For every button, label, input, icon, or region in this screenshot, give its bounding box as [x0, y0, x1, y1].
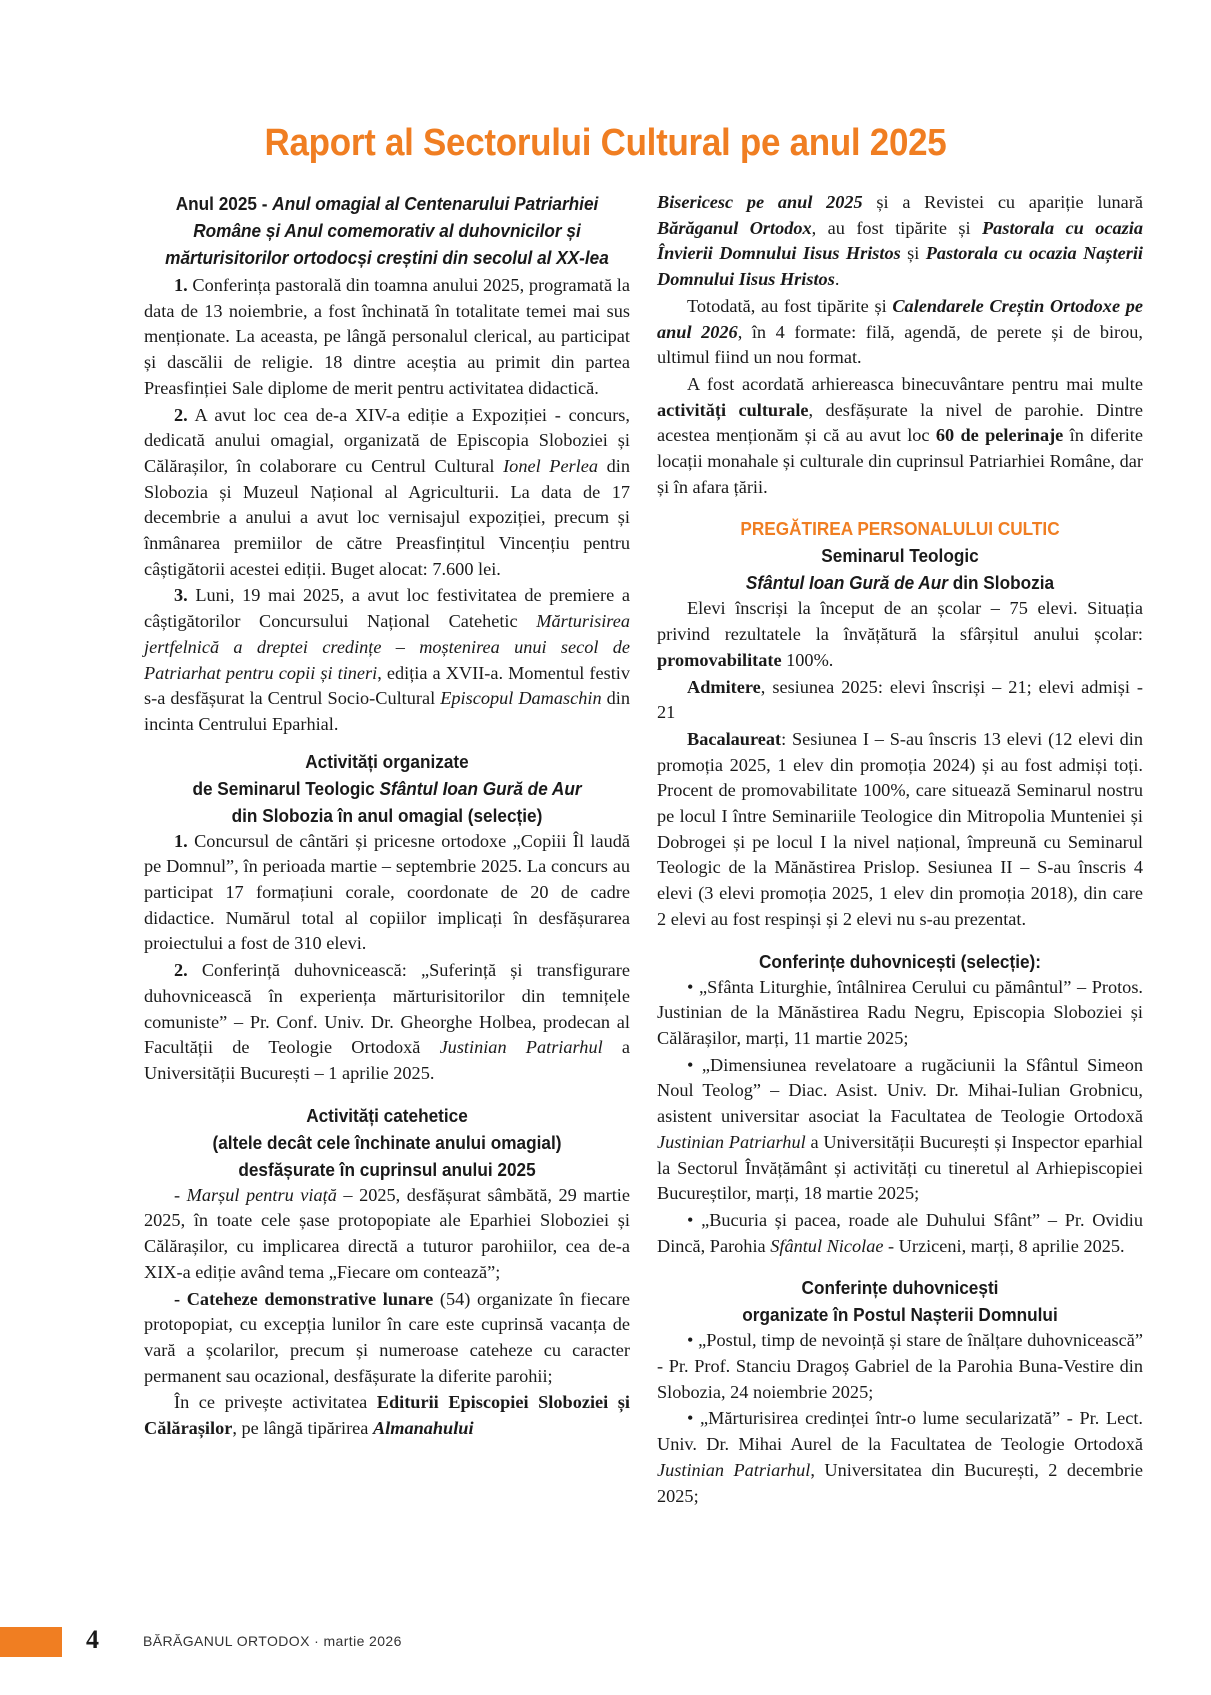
section-title-pregatirea: PREGĂTIREA PERSONALULUI CULTIC	[740, 518, 1060, 540]
paragraph-r6	[657, 727, 1143, 933]
paragraph-text: Totodată, au fost tipărite și	[687, 295, 893, 316]
item-number: 3.	[174, 585, 188, 606]
issue-date: martie 2026	[323, 1633, 402, 1649]
section-heading-conferinte: Conferințe duhovnicești (selecție):	[758, 950, 1042, 972]
paragraph-text: – 2025, desfășurat sâmbătă, 29 martie 2025, în toate cele șase protopopiate ale Eparhiei Sloboziei și Călărașilor, cu implicarea directă a tuturor parohiilor, cea de-a XIX-a ediție având tema „Fiecare om contează”;	[144, 1184, 630, 1282]
heading-text: din Slobozia	[947, 572, 1055, 594]
paragraph-text: -	[174, 1184, 187, 1205]
paragraph-r2	[657, 294, 1143, 371]
paragraph-bold-italic: Pastorala cu ocazia Învierii Domnului Iisus Hristos	[657, 217, 1143, 264]
paragraph-text: și a Revistei cu apariție lunară	[862, 192, 1144, 212]
paragraph-text: .	[834, 269, 840, 290]
list-item-conferinta-1: • „Sfânta Liturghie, întâlnirea Cerului cu pământul” – Protos. Justinian de la Mănăstirea Radu Negru, Episcopia Sloboziei și Călărașilor, marți, 11 martie 2025;	[657, 976, 1143, 1048]
publication-name: BĂRĂGANUL ORTODOX	[143, 1633, 310, 1649]
paragraph-text: • „Dimensiunea revelatoare a rugăciunii la Sfântul Simeon Noul Teolog” – Diac. Asist. Univ. Dr. Mihai-Iulian Grobnicu, asistent universitar asociat la Facultatea de Teologie Ortodoxă	[657, 1054, 1143, 1127]
paragraph-bold-italic: Bărăganul Ortodox	[657, 217, 812, 238]
heading-line: Activități organizate	[305, 750, 469, 772]
paragraph-text: În ce privește activitatea	[174, 1392, 377, 1413]
paragraph-r4	[657, 596, 1143, 673]
paragraph-text: A fost acordată arhiereasca binecuvântare pentru mai multe	[687, 373, 1143, 394]
item-number: 2.	[174, 404, 188, 425]
heading-italic: Anul omagial al Centenarului Patriarhiei Române și Anul comemorativ al duhovnicilor și mărturisitorilor ortodocși creștini din secolul al XX-lea	[165, 193, 609, 268]
paragraph-text: Concursul de cântări și pricesne ortodoxe „Copiii Îl laudă pe Domnul”, în perioada martie – septembrie 2025. La concurs au participat 17 formațiuni corale, coordonate de 20 de cadre didactice. Numărul total al copiilor implicați în desfășurarea proiectului a fost de 310 elevi.	[144, 830, 630, 954]
footer-accent-bar	[0, 1627, 62, 1657]
paragraph-bold: Bacalaureat	[687, 728, 782, 749]
paragraph-text: în diferite locații monahale și culturale din cuprinsul Patriarhiei Române, dar și în afara țării.	[657, 425, 1143, 497]
paragraph-text: : Sesiunea I – S-au înscris 13 elevi (12 elevi din promoția 2025, 1 elev din promoția 2024) și au fost admiși toți. Procent de promovabilitate 100%, care situează Seminarul nostru pe locul I între Seminariile Teologice din Mitropolia Munteniei și Dobrogei și pe locul I la nivel național, împreună cu Seminarul Teologic de la Mănăstirea Prislop. Sesiunea II – S-au înscris 4 elevi (3 elevi promoția 2025, 1 elev din promoția 2018), din care 2 elevi au fost respinși și 2 elevi nu s-au prezentat.	[657, 728, 1143, 929]
paragraph-8	[144, 1390, 630, 1441]
paragraph-text: • „Bucuria și pacea, roade ale Duhului Sfânt” – Pr. Ovidiu Dincă, Parohia	[657, 1209, 1143, 1256]
paragraph-bold: Editurii Episcopiei Sloboziei și Călărașilor	[144, 1392, 630, 1439]
paragraph-bold: Admitere	[687, 676, 761, 697]
heading-line: desfășurate în cuprinsul anului 2025	[238, 1158, 536, 1180]
paragraph-bold-italic: Pastorala cu ocazia Nașterii Domnului Iisus Hristos	[657, 243, 1144, 290]
paragraph-italic: Episcopul Damaschin	[440, 688, 602, 709]
page-number: 4	[86, 1625, 99, 1654]
paragraph-italic: Ionel Perlea	[503, 455, 599, 476]
heading-line: Seminarul Teologic	[821, 545, 979, 567]
paragraph-r1	[657, 190, 1143, 293]
item-number: 1.	[174, 275, 188, 295]
paragraph-bold: promovabilitate	[657, 649, 782, 670]
heading-line	[161, 775, 613, 802]
list-item-conferinta-2	[657, 1053, 1143, 1207]
paragraph-text: , în 4 formate: filă, agendă, de perete și de birou, ultimul fiind un nou format.	[657, 321, 1143, 368]
paragraph-text: a Universității București și Inspector eparhial la Sectorul Învățământ și activități cu tineretul al Arhiepiscopiei Bucureștilor, marți, 18 martie 2025;	[657, 1131, 1143, 1204]
paragraph-bold: - Cateheze demonstrative lunare	[174, 1288, 434, 1309]
heading-text: de Seminarul Teologic	[192, 777, 380, 799]
paragraph-text: - Urziceni, marți, 8 aprilie 2025.	[883, 1235, 1125, 1256]
paragraph-2	[144, 403, 630, 583]
footer-publication	[143, 1633, 402, 1649]
heading-line	[674, 569, 1126, 596]
footer-separator: ·	[309, 1633, 324, 1649]
section-heading-activitati-seminar	[161, 748, 613, 829]
paragraph-text: A avut loc cea de-a XIV-a ediție a Expoziției - concurs, dedicată anului omagial, organizată de Episcopia Sloboziei și Călărașilor, în colaborare cu Centrul Cultural	[144, 404, 630, 476]
item-number: 2.	[174, 960, 188, 981]
paragraph-text: • „Mărturisirea credinței într-o lume secularizată” - Pr. Lect. Univ. Dr. Mihai Aurel de la Facultatea de Teologie Ortodoxă	[657, 1408, 1143, 1455]
paragraph-text: și	[900, 243, 926, 264]
paragraph-7	[144, 1287, 630, 1390]
paragraph-bold-italic: Almanahului	[372, 1418, 474, 1439]
paragraph-italic: Mărturisirea jertfelnică a dreptei credințe – moștenirea unui secol de Patriarhat pentru copii și tineri	[144, 611, 630, 683]
heading-prefix: Anul 2025 -	[175, 193, 273, 214]
paragraph-text: Elevi înscriși la început de an școlar – 75 elevi. Situația privind rezultatele la învățătură la sfârșitul anului școlar:	[657, 598, 1143, 645]
paragraph-6	[144, 1183, 630, 1286]
paragraph-text: , au fost tipărite și	[811, 217, 983, 238]
right-column	[657, 190, 1143, 1510]
section-heading-conferinte-postul	[674, 1274, 1126, 1328]
paragraph-5	[144, 958, 630, 1087]
heading-line: din Slobozia în anul omagial (selecție)	[231, 804, 543, 826]
paragraph-text: a Universității București – 1 aprilie 2025.	[144, 1037, 630, 1083]
paragraph-italic: Marșul pentru viață	[186, 1184, 337, 1205]
paragraph-italic: Sfântul Nicolae	[770, 1235, 884, 1256]
paragraph-text: din incinta Centrului Eparhial.	[144, 688, 631, 734]
heading-line: (altele decât cele închinate anului omagial)	[212, 1131, 562, 1153]
left-column	[144, 190, 630, 1443]
list-item-conferinta-3	[657, 1208, 1143, 1259]
paragraph-text: Luni, 19 mai 2025, a avut loc festivitatea de premiere a câștigătorilor Concursului Național Catehetic	[144, 585, 630, 632]
item-number: 1.	[174, 830, 188, 851]
heading-line: Conferințe duhovnicești	[801, 1277, 999, 1299]
heading-line: Activități catehetice	[306, 1104, 468, 1126]
paragraph-text: , desfășurate la nivel de parohie. Dintre acestea menționăm și că au avut loc	[657, 399, 1143, 446]
list-item-conferinta-5	[657, 1406, 1143, 1509]
paragraph-text: 100%.	[781, 649, 834, 670]
paragraph-text: , pe lângă tipărirea	[232, 1418, 373, 1439]
heading-italic: Sfântul Ioan Gură de Aur	[745, 572, 948, 594]
paragraph-4	[144, 829, 630, 958]
page-title: Raport al Sectorului Cultural pe anul 2025	[264, 122, 947, 164]
paragraph-bold: 60 de pelerinaje	[935, 425, 1064, 446]
paragraph-bold: activități culturale	[657, 399, 809, 420]
paragraph-r3	[657, 372, 1143, 501]
list-item-conferinta-4: • „Postul, timp de nevoință și stare de înălțare duhovnicească” - Pr. Prof. Stanciu Dragoș Gabriel de la Parohia Buna-Vestire din Slobozia, 24 noiembrie 2025;	[657, 1330, 1143, 1402]
section-heading-anul-omagial	[161, 190, 613, 271]
paragraph-text: din Slobozia și Muzeul Național al Agriculturii. La data de 17 decembrie a anului a avut loc vernisajul expoziției, precum și înmânarea premiilor de către Preasfințitul Vincențiu pentru câștigătorii acestei ediții. Buget alocat: 7.600 lei.	[144, 455, 630, 579]
paragraph-1	[144, 273, 630, 402]
paragraph-bold-italic: Calendarele Creștin Ortodoxe pe anul 2026	[657, 295, 1144, 342]
paragraph-text: Conferință duhovnicească: „Suferință și transfigurare duhovnicească în experiența mărturisitorilor din temnițele comuniste” – Pr. Conf. Univ. Dr. Gheorghe Holbea, prodecan al Facultății de Teologie Ortodoxă	[144, 960, 630, 1058]
paragraph-text: , ediția a XVII-a. Momentul festiv s-a desfășurat la Centrul Socio-Cultural	[144, 662, 631, 709]
paragraph-italic: Justinian Patriarhul	[657, 1131, 806, 1152]
section-heading-activitati-catehetice	[161, 1102, 613, 1183]
section-heading-seminarul	[674, 542, 1126, 596]
heading-italic: Sfântul Ioan Gură de Aur	[379, 777, 582, 799]
paragraph-bold-italic: Bisericesc pe anul 2025	[657, 192, 863, 212]
paragraph-text: , sesiunea 2025: elevi înscriși – 21; elevi admiși - 21	[657, 676, 1143, 723]
paragraph-text: (54) organizate în fiecare protopopiat, cu excepția lunilor în care este cuprinsă vacanța de vară a școlarilor, precum și numeroase cateheze cu caracter permanent sau ocazional, desfășurate la diferite parohii;	[144, 1288, 630, 1386]
paragraph-text: Conferința pastorală din toamna anului 2025, programată la data de 13 noiembrie, a fost închinată în totalitate temei mai sus menționate. La aceasta, pe lângă personalul clerical, au participat și dascălii de religie. 18 dintre aceștia au primit din partea Preasfinției Sale diplome de merit pentru activitatea didactică.	[144, 275, 630, 398]
heading-line: organizate în Postul Nașterii Domnului	[742, 1304, 1058, 1326]
paragraph-text: , Universitatea din București, 2 decembrie 2025;	[657, 1459, 1144, 1506]
paragraph-3	[144, 583, 630, 737]
paragraph-italic: Justinian Patriarhul	[657, 1459, 811, 1480]
paragraph-italic: Justinian Patriarhul	[439, 1037, 603, 1058]
paragraph-r5	[657, 675, 1143, 726]
